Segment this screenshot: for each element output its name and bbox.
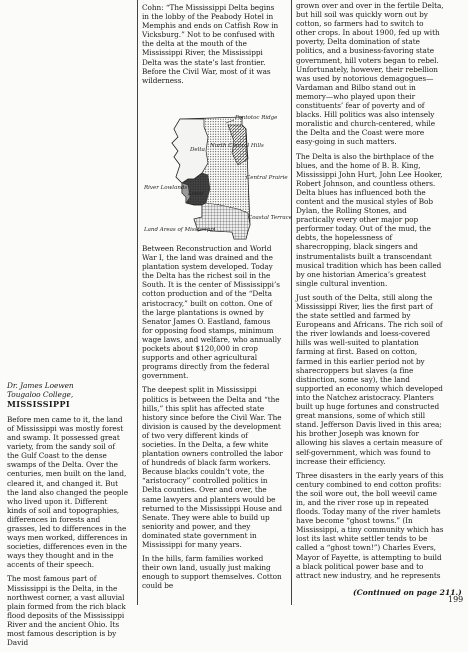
column-rule-right [291,0,292,605]
author-affiliation: Tougaloo College, [7,390,74,400]
map-label-river-lowlands: River Lowlands [144,185,188,191]
author-name: Dr. James Loewen [7,381,74,390]
paragraph: In the hills, farm families worked their own land, usually just making enough to support themselves. Cotton could be [142,554,282,591]
middle-column-bottom [142,244,283,595]
state-heading: MISSISSIPPI [7,398,71,409]
continued-note: (Continued on page 211.) [353,588,462,597]
paragraph: Just south of the Delta, still along the Mississippi River, lies the first part of the state settled and farmed by Europeans and Africans. The rich soil of the river lowlands and loess-covered hills was well-suited to plantation farming at first. Based on cotton, farmed in this earlier period not by sharecroppers but slaves (a fine distinction, some say), the land supported an economy which developed into the Natchez aristocracy. Planters built up huge fortunes and constructed great mansions, some of which still stand. Jefferson Davis lived in this area; his brother Joseph was known for allowing his slaves a certain measure of self-government, which was found to increase their efficiency. [296,292,443,466]
map-label-coastal-terrace: Coastal Terrace [248,215,292,221]
paragraph: grown over and over in the fertile Delta, but hill soil was quickly worn out by cotton, so farmers had to switch to other crops. In about 1900, fed up with poverty, Delta domination of state politics, and a business-favoring state government, hill voters began to rebel. Unfortunately, however, their rebellion was used by notorious demagogues—Vardaman and Bilbo stand out in memory—who played upon their constituents’ fear of poverty and of blacks. Hill politics was also intensely moralistic and church-centered, while the Delta and the Coast were more easy-going in such matters. [296,1,444,147]
paragraph: Between Reconstruction and World War I, the land was drained and the plantation system developed. Today the Delta has the richest soil in the South. It is the center of Mississippi’s cotton production and of the “Delta aristocracy,” built on cotton. One of the large plantations is owned by Senator James O. Eastland, famous for opposing food stamps, minimum wage laws, and welfare, who annually pockets about $120,000 in crop supports and other agricultural programs directly from the federal government. [142,244,282,381]
middle-column-top [142,3,282,90]
paragraph: Before men came to it, the land of Mississippi was mostly forest and swamp. It possessed great variety, from the sandy soil of the Gulf Coast to the dense swamps of the Delta. Over the centuries, men built on the land, cleared it, and changed it. But the land also changed the people who lived upon it. Different kinds of soil and topographies, differences in forests and grasses, led to differences in the ways men worked, differences in societies, differences even in the ways they thought and in the accents of their speech. [7,414,128,570]
right-column [296,1,444,585]
author-credit [7,381,129,409]
paragraph: The Delta is also the birthplace of the blues, and the home of B. B. King, Mississippi John Hurt, John Lee Hooker, Robert Johnson, and countless others. Delta blues has influenced both the content and the musical styles of Bob Dylan, the Rolling Stones, and practically every other major pop performer today. Out of the mud, the debts, the hopelessness of sharecropping, black singers and instrumentalists built a transcendant musical tradition which has been called by one historian America’s greatest single cultural invention. [296,151,443,288]
land-areas-map [142,113,292,243]
map-label-loess: Loess [188,191,204,197]
left-column [7,381,129,652]
map-label-delta: Delta [190,147,205,153]
paragraph: The deepest split in Mississippi politics is between the Delta and “the hills,” this split has affected state history since before the Civil War. The division is caused by the development of two very different kinds of societies. In the Delta, a few white plantation owners controlled the labor of hundreds of black farm workers. Because blacks couldn’t vote, the “aristocracy” controlled politics in Delta counties. Over and over, the same lawyers and planters would be returned to the Mississippi House and Senate. They were able to build up seniority and power, and they dominated state government in Mississippi for many years. [142,385,283,549]
paragraph: Cohn: “The Mississippi Delta begins in the lobby of the Peabody Hotel in Memphis and ends on Catfish Row in Vicksburg.” Not to be confused with the delta at the mouth of the Mississippi River, the Mississippi Delta was the state’s last frontier. Before the Civil War, most of it was wilderness. [142,3,279,85]
paragraph: Three disasters in the early years of this century combined to end cotton profits: the soil wore out, the boll weevil came in, and the river rose up in repeated floods. Today many of the river hamlets have become “ghost towns.” (In Mississippi, a tiny community which has lost its last white settler tends to be called a “ghost town!”) Charles Evers, Mayor of Fayette, is attempting to build a black political power base and to attract new industry, and he represents [296,470,444,580]
page-number: 199 [448,595,464,604]
map-label-central-prairie: Central Prairie [246,175,288,181]
paragraph: The most famous part of Mississippi is the Delta, in the northwest corner, a vast alluvial plain formed from the rich black flood deposits of the Mississippi River and the ancient Ohio. Its most famous description is by David [7,574,126,648]
map-legend-title: Land Areas of Mississippi [144,227,216,233]
map-label-pontotoc-ridge: Pontotoc Ridge [235,115,278,121]
column-rule-left [137,0,138,605]
map-label-north-central-hills: North Central Hills [210,143,264,149]
